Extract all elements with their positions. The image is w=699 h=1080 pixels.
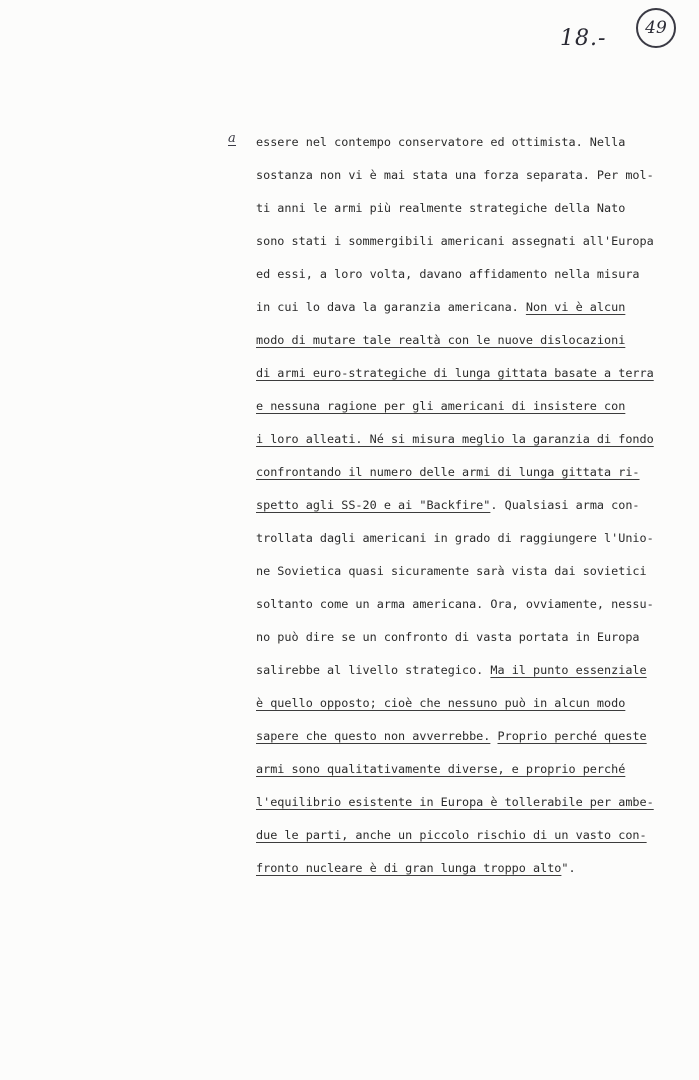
text-line xyxy=(256,491,686,524)
typed-text-body xyxy=(256,128,686,887)
text-line xyxy=(256,458,686,491)
text-segment: in cui lo dava la garanzia americana. xyxy=(256,300,526,314)
text-line xyxy=(256,359,686,392)
text-segment: sono stati i sommergibili americani assegnati all'Europa xyxy=(256,234,654,248)
text-line xyxy=(256,194,686,227)
text-line xyxy=(256,128,686,161)
text-line xyxy=(256,788,686,821)
underlined-text-segment: sapere che questo non avverrebbe. xyxy=(256,729,491,743)
text-segment: essere nel contempo conservatore ed ottimista. Nella xyxy=(256,135,626,149)
handwritten-page-number: 18.- xyxy=(560,26,607,51)
underlined-text-segment: Ma il punto essenziale xyxy=(490,663,647,677)
underlined-text-segment: Non vi è alcun xyxy=(525,300,626,314)
underlined-text-segment: fronto nucleare è di gran lunga troppo alto xyxy=(256,861,562,875)
underlined-text-segment: confrontando il numero delle armi di lunga gittata ri- xyxy=(256,465,640,479)
text-line xyxy=(256,425,686,458)
text-line xyxy=(256,293,686,326)
text-line xyxy=(256,392,686,425)
text-line xyxy=(256,623,686,656)
underlined-text-segment: l'equilibrio esistente in Europa è tollerabile per ambe- xyxy=(256,795,654,809)
underlined-text-segment: armi sono qualitativamente diverse, e proprio perché xyxy=(256,762,626,776)
underlined-text-segment: e nessuna ragione per gli americani di insistere con xyxy=(256,399,626,413)
text-segment: ti anni le armi più realmente strategiche della Nato xyxy=(256,201,626,215)
margin-note: a xyxy=(228,131,236,146)
text-line xyxy=(256,260,686,293)
text-segment: salirebbe al livello strategico. xyxy=(256,663,491,677)
text-line xyxy=(256,854,686,887)
underlined-text-segment: due le parti, anche un piccolo rischio di un vasto con- xyxy=(256,828,647,842)
text-line xyxy=(256,755,686,788)
underlined-text-segment: è quello opposto; cioè che nessuno può in alcun modo xyxy=(256,696,626,710)
underlined-text-segment: i loro alleati. Né si misura meglio la garanzia di fondo xyxy=(256,432,654,446)
text-line xyxy=(256,722,686,755)
text-line xyxy=(256,326,686,359)
text-segment: sostanza non vi è mai stata una forza separata. Per mol- xyxy=(256,168,654,182)
text-segment: trollata dagli americani in grado di raggiungere l'Unio- xyxy=(256,531,654,545)
text-line xyxy=(256,161,686,194)
text-segment: no può dire se un confronto di vasta portata in Europa xyxy=(256,630,640,644)
text-segment: ne Sovietica quasi sicuramente sarà vista dai sovietici xyxy=(256,564,647,578)
text-line xyxy=(256,227,686,260)
text-segment: ed essi, a loro volta, davano affidamento nella misura xyxy=(256,267,640,281)
underlined-text-segment: Proprio perché queste xyxy=(497,729,647,743)
text-segment: ". xyxy=(561,861,576,875)
text-line xyxy=(256,524,686,557)
text-line xyxy=(256,557,686,590)
underlined-text-segment: modo di mutare tale realtà con le nuove dislocazioni xyxy=(256,333,626,347)
text-segment xyxy=(490,729,497,743)
underlined-text-segment: spetto agli SS-20 e ai "Backfire" xyxy=(256,498,491,512)
text-line xyxy=(256,821,686,854)
text-line xyxy=(256,689,686,722)
circled-folio-number: 49 xyxy=(636,8,676,48)
underlined-text-segment: di armi euro-strategiche di lunga gittata basate a terra xyxy=(256,366,654,380)
text-line xyxy=(256,590,686,623)
text-segment: soltanto come un arma americana. Ora, ovviamente, nessu- xyxy=(256,597,654,611)
text-line xyxy=(256,656,686,689)
text-segment: . Qualsiasi arma con- xyxy=(490,498,640,512)
